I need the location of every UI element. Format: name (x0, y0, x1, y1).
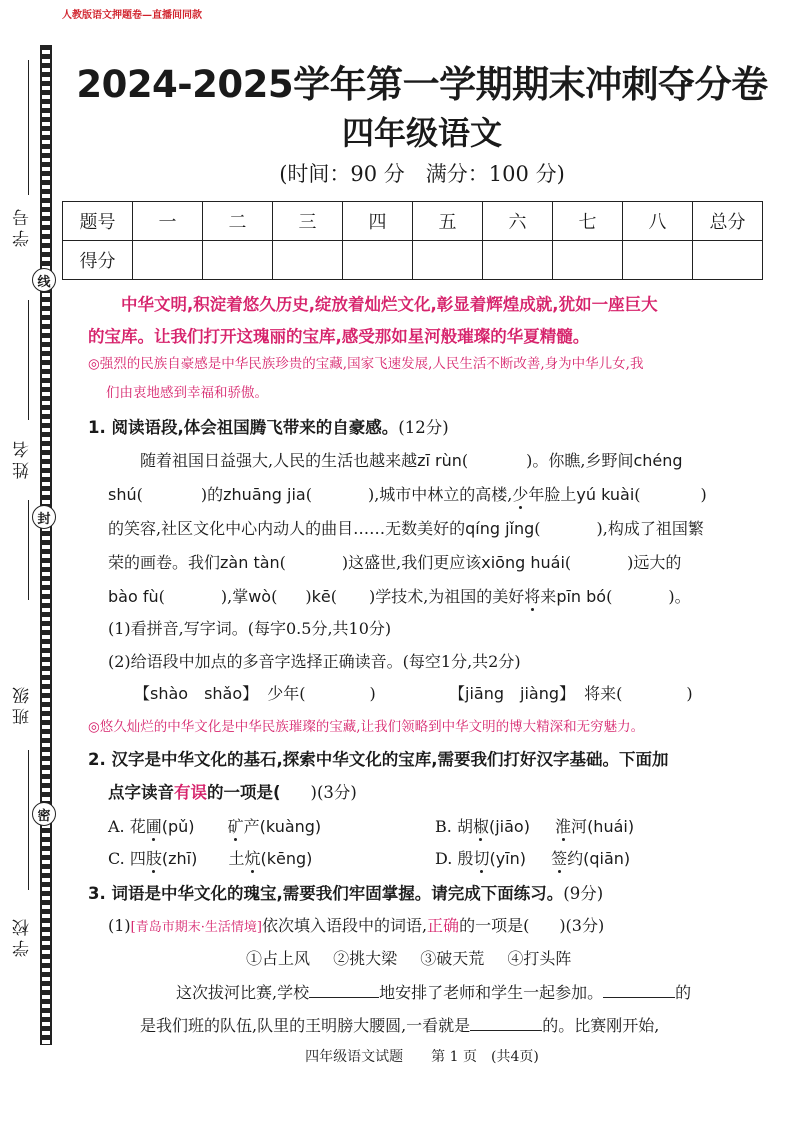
score-cell-header: 五 (413, 202, 483, 241)
binding-border (40, 45, 52, 1045)
question-points: (12分) (398, 418, 449, 437)
pinyin-prompt: kē (311, 587, 331, 606)
reading-options: 【shào shǎo】 (134, 684, 259, 703)
score-input-cell[interactable] (343, 241, 413, 280)
score-table (62, 201, 763, 280)
question-2-stem-line-2 (108, 779, 357, 803)
question-text: 的一项是( (207, 783, 281, 802)
option-text: 产 (243, 817, 260, 836)
emphasis-text: 有误 (174, 783, 207, 802)
q3-para-line-1 (176, 980, 691, 1003)
q1-subquestion-2: (2)给语段中加点的多音字选择正确读音。(每空1分,共2分) (108, 652, 521, 671)
dotted-char: 少 (512, 485, 529, 504)
q1-para-line-1: 随着祖国日益强大,人民的生活也越来越zī rùn( )。你瞧,乡野间chéng (140, 451, 683, 470)
dotted-char: 炕 (244, 849, 261, 868)
page-title: 2024-2025学年第一学期期末冲刺夺分卷 (76, 63, 768, 106)
pinyin-prompt: pīn bó (556, 587, 607, 606)
score-cell-header: 二 (203, 202, 273, 241)
pinyin-prompt: xiōng huái (481, 553, 565, 572)
score-cell-header: 总分 (693, 202, 763, 241)
option-letter: B. (435, 817, 452, 836)
para-text: 。你瞧,乡野间 (532, 451, 634, 470)
q1-choice-1: 【shào shǎo】 少年( ) (134, 684, 376, 703)
pinyin-prompt: chéng (633, 451, 683, 470)
label-student-id: 学号 (13, 205, 33, 247)
question-3-stem (88, 880, 603, 904)
score-cell-header: 三 (273, 202, 343, 241)
pinyin-prompt: zàn tàn (220, 553, 280, 572)
score-input-cell[interactable] (203, 241, 273, 280)
option-text: 土 (228, 849, 245, 868)
para-text: ,构成了祖国繁 (602, 519, 704, 538)
note-1-line-2: 们由衷地感到幸福和骄傲。 (106, 385, 268, 401)
option-letter: A. (108, 817, 125, 836)
option-pinyin: (zhī) (161, 849, 198, 868)
score-cell-header: 六 (483, 202, 553, 241)
q3-para-line-2 (140, 1013, 659, 1036)
emphasis-text: 正确 (427, 916, 460, 935)
score-cell-header: 七 (553, 202, 623, 241)
fill-blank[interactable] (309, 997, 379, 998)
label-school: 学校 (13, 915, 33, 957)
note-1-line-1: ◎强烈的民族自豪感是中华民族珍贵的宝藏,国家飞速发展,人民生活不断改善,身为中华儿女,我 (88, 356, 644, 372)
score-table-header-row (63, 202, 763, 241)
score-cell-header: 八 (623, 202, 693, 241)
option-letter: C. (108, 849, 125, 868)
question-points: )(3分) (559, 916, 605, 935)
binding-line (28, 60, 29, 195)
pinyin-prompt: yú kuài (576, 485, 635, 504)
q1-para-line-2: shú( )的zhuāng jia( ),城市中林立的高楼,少年脸上yú kuài( ) (108, 485, 707, 504)
para-text: 是我们班的队伍,队里的王明膀大腰圆,一看就是 (140, 1016, 471, 1035)
score-input-cell[interactable] (413, 241, 483, 280)
word-choice: ①占上风 (246, 949, 311, 968)
intro-line-2: 的宝库。让我们打开这瑰丽的宝库,感受那如星河般璀璨的华夏精髓。 (88, 327, 590, 346)
score-cell-header: 题号 (63, 202, 133, 241)
para-text: 地安排了老师和学生一起参加。 (379, 983, 604, 1002)
question-text: 阅读语段,体会祖国腾飞带来的自豪感。 (111, 418, 399, 437)
pinyin-prompt: shú (108, 485, 137, 504)
note-2: ◎悠久灿烂的中华文化是中华民族璀璨的宝藏,让我们领略到中华文明的博大精深和无穷魅力。 (88, 719, 645, 735)
binding-line (28, 300, 29, 420)
q2-option-b[interactable] (435, 814, 634, 837)
choice-word: 将来( (584, 684, 623, 703)
q3-word-choices (246, 946, 571, 969)
sub-number: (1) (108, 916, 131, 935)
reading-options: 【jiāng jiàng】 (449, 684, 575, 703)
option-letter: D. (435, 849, 453, 868)
option-pinyin: (jiāo) (488, 817, 530, 836)
question-number: 1. (88, 418, 106, 437)
watermark: 人教版语文押题卷—直播间同款 (62, 10, 202, 21)
question-2-stem-line-1 (88, 746, 669, 770)
page-footer: 四年级语文试题 第 1 页 (共4页) (305, 1049, 539, 1065)
question-text: 的一项是( (459, 916, 530, 935)
q1-para-line-5: bào fù( ),掌wò( )kē( )学技术,为祖国的美好将来pīn bó( )。 (108, 587, 691, 606)
question-number: 3. (88, 884, 106, 903)
score-input-cell[interactable] (553, 241, 623, 280)
dotted-char: 肢 (145, 849, 162, 868)
option-pinyin: (yīn) (489, 849, 527, 868)
score-input-cell[interactable] (623, 241, 693, 280)
seal-mark-feng: 封 (32, 505, 56, 529)
pinyin-prompt: bào fù (108, 587, 159, 606)
score-input-cell[interactable] (133, 241, 203, 280)
dotted-char: 将 (524, 587, 541, 606)
option-pinyin: (pǔ) (161, 817, 195, 836)
pinyin-prompt: wò (248, 587, 272, 606)
option-text: 胡 (456, 817, 473, 836)
question-points: )(3分) (310, 783, 357, 802)
q1-para-line-4: 荣的画卷。我们zàn tàn( )这盛世,我们更应该xiōng huái( )远大的 (108, 553, 682, 572)
para-text: 这次拔河比赛,学校 (176, 983, 310, 1002)
score-input-cell[interactable] (483, 241, 553, 280)
score-table-score-row (63, 241, 763, 280)
page-subtitle: 四年级语文 (341, 114, 502, 152)
word-choice: ②挑大梁 (333, 949, 398, 968)
intro-line-1: 中华文明,积淀着悠久历史,绽放着灿烂文化,彰显着辉煌成就,犹如一座巨大 (121, 295, 658, 314)
choice-word: 少年( (267, 684, 306, 703)
option-text: 河 (571, 817, 588, 836)
para-text: ,城市中林立的高楼, (374, 485, 513, 504)
dotted-char: 淮 (555, 817, 572, 836)
score-input-cell[interactable] (273, 241, 343, 280)
para-text: 学技术,为祖国的美好 (375, 587, 525, 606)
para-text: 这盛世,我们更应该 (348, 553, 482, 572)
option-text: 殷 (457, 849, 474, 868)
question-text: 词语是中华文化的瑰宝,需要我们牢固掌握。请完成下面练习。 (111, 884, 564, 903)
para-text: 。 (674, 587, 691, 606)
question-number: 2. (88, 750, 106, 769)
fill-blank[interactable] (470, 1030, 542, 1031)
question-points: (9分) (563, 884, 604, 903)
dotted-char: 签 (551, 849, 568, 868)
fill-blank[interactable] (603, 997, 675, 998)
option-pinyin: (kēng) (260, 849, 313, 868)
score-input-cell[interactable] (693, 241, 763, 280)
question-1-stem (88, 414, 449, 438)
para-text: 随着祖国日益强大,人民的生活也越来越 (140, 451, 418, 470)
pinyin-prompt: zī rùn (417, 451, 462, 470)
option-text: 四 (129, 849, 146, 868)
para-text: 荣的画卷。我们 (108, 553, 221, 572)
score-cell-header: 一 (133, 202, 203, 241)
seal-mark-xian: 线 (32, 268, 56, 292)
seal-mark-mi: 密 (32, 802, 56, 826)
pinyin-prompt: qíng jǐng (465, 519, 535, 538)
dotted-char: 椒 (472, 817, 489, 836)
label-class: 班级 (13, 683, 33, 725)
para-text: 的。比赛刚开始, (542, 1016, 660, 1035)
q3-subquestion-1 (108, 913, 604, 936)
para-text: 的笑容,社区文化中心内动人的曲目……无数美好的 (108, 519, 466, 538)
option-pinyin: (kuàng) (259, 817, 322, 836)
dotted-char: 圃 (145, 817, 162, 836)
para-text: 年脸上 (528, 485, 577, 504)
dotted-char: 切 (473, 849, 490, 868)
q2-option-d[interactable] (435, 846, 630, 869)
para-text: 的 (675, 983, 692, 1002)
binding-line (28, 750, 29, 890)
binding-line (28, 500, 29, 600)
label-name: 姓名 (13, 437, 33, 479)
question-text: 汉字是中华文化的基石,探索中华文化的宝库,需要我们打好汉字基础。下面加 (111, 750, 669, 769)
pinyin-prompt: zhuāng jia (223, 485, 306, 504)
q2-option-a[interactable] (108, 814, 321, 837)
para-text: 的 (207, 485, 224, 504)
q1-choice-2: 【jiāng jiàng】 将来( ) (449, 684, 693, 703)
q2-option-c[interactable] (108, 846, 312, 869)
q1-para-line-3: 的笑容,社区文化中心内动人的曲目……无数美好的qíng jǐng( ),构成了祖国繁 (108, 519, 704, 538)
question-text: 点字读音 (108, 783, 174, 802)
dotted-char: 矿 (227, 817, 244, 836)
word-choice: ④打头阵 (507, 949, 572, 968)
option-text: 约 (567, 849, 584, 868)
option-pinyin: (qiān) (583, 849, 631, 868)
option-pinyin: (huái) (587, 817, 635, 836)
score-cell-header: 四 (343, 202, 413, 241)
word-choice: ③破天荒 (420, 949, 485, 968)
q1-subquestion-1: (1)看拼音,写字词。(每字0.5分,共10分) (108, 619, 392, 638)
para-text: 远大的 (633, 553, 682, 572)
exam-info: (时间：90 分 满分：100 分) (279, 162, 565, 186)
question-text: 依次填入语段中的词语, (261, 916, 428, 935)
option-text: 花 (129, 817, 146, 836)
source-tag: [青岛市期末·生活情境] (130, 920, 262, 935)
score-row-label: 得分 (63, 241, 133, 280)
para-text: ,掌 (227, 587, 249, 606)
para-text: 来 (540, 587, 557, 606)
